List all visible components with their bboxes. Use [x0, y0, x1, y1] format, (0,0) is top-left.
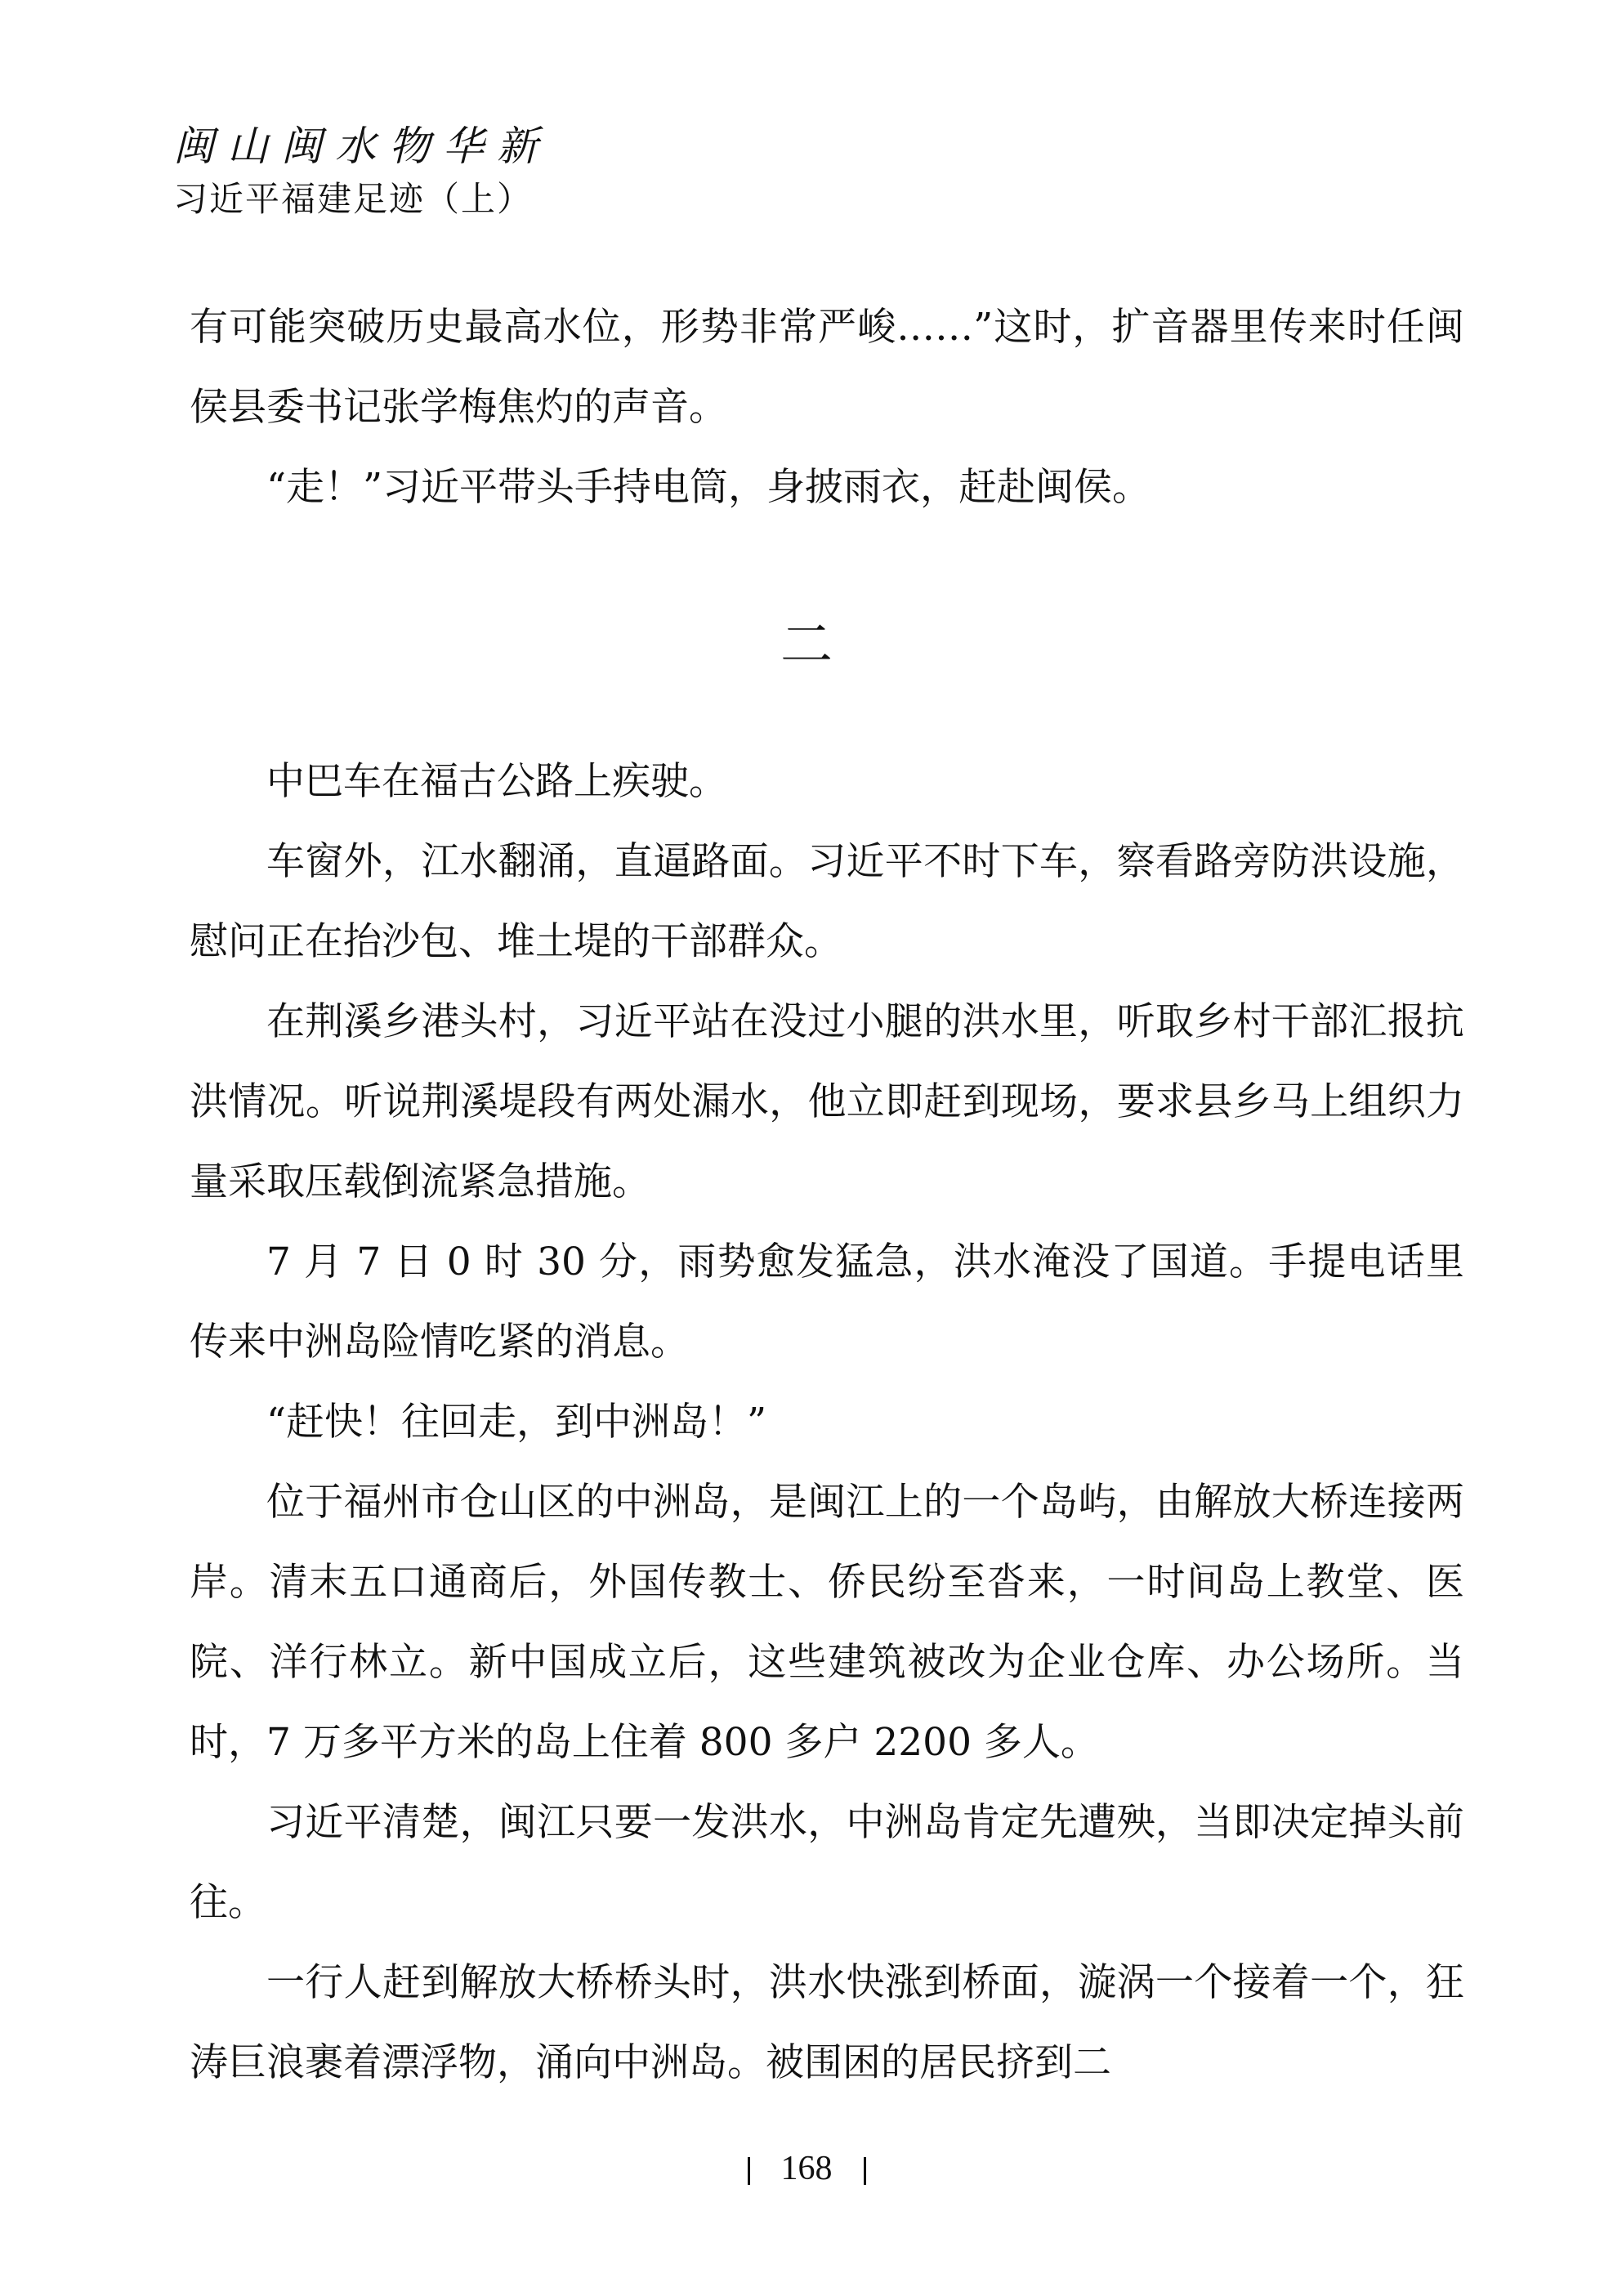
paragraph: 一行人赶到解放大桥桥头时，洪水快涨到桥面，漩涡一个接着一个，狂涛巨浪裹着漂浮物，涌向中洲岛。被围困的居民挤到二 [190, 1960, 1464, 2085]
page-number: 168 [780, 2150, 833, 2187]
book-subtitle: 习近平福建足迹（上） [173, 179, 534, 219]
paragraph: 位于福州市仓山区的中洲岛，是闽江上的一个岛屿，由解放大桥连接两岸。清末五口通商后，外国传教士、侨民纷至沓来，一时间岛上教堂、医院、洋行林立。新中国成立后，这些建筑被改为企业仓库、办公场所。当时，7 万多平方米的岛上住着 800 多户 2200 多人。 [190, 1480, 1464, 1765]
folio-right-rule [864, 2157, 866, 2185]
page-footer [0, 2144, 1613, 2193]
book-title: 闽山闽水物华新 [173, 123, 551, 170]
paragraph: 车窗外，江水翻涌，直逼路面。习近平不时下车，察看路旁防洪设施，慰问正在抬沙包、堆土堤的干部群众。 [190, 839, 1464, 964]
folio-left-rule [748, 2157, 750, 2185]
paragraph-continued: 有可能突破历史最高水位，形势非常严峻……”这时，扩音器里传来时任闽侯县委书记张学梅焦灼的声音。 [190, 305, 1464, 430]
paragraph: 习近平清楚，闽江只要一发洪水，中洲岛肯定先遭殃，当即决定掉头前往。 [190, 1800, 1464, 1925]
paragraph: 在荆溪乡港头村，习近平站在没过小腿的洪水里，听取乡村干部汇报抗洪情况。听说荆溪堤段有两处漏水，他立即赶到现场，要求县乡马上组织力量采取压载倒流紧急措施。 [190, 999, 1464, 1204]
paragraph: 7 月 7 日 0 时 30 分，雨势愈发猛急，洪水淹没了国道。手提电话里传来中洲岛险情吃紧的消息。 [190, 1240, 1464, 1365]
paragraph: “赶快！往回走，到中洲岛！” [266, 1400, 767, 1445]
section-text-block [190, 742, 1464, 2103]
paragraph: 中巴车在福古公路上疾驶。 [266, 759, 727, 804]
continued-text-block [190, 288, 1464, 528]
running-header [173, 121, 909, 221]
section-heading: 二 [780, 615, 833, 676]
paragraph: “走！”习近平带头手持电筒，身披雨衣，赶赴闽侯。 [266, 465, 1151, 510]
